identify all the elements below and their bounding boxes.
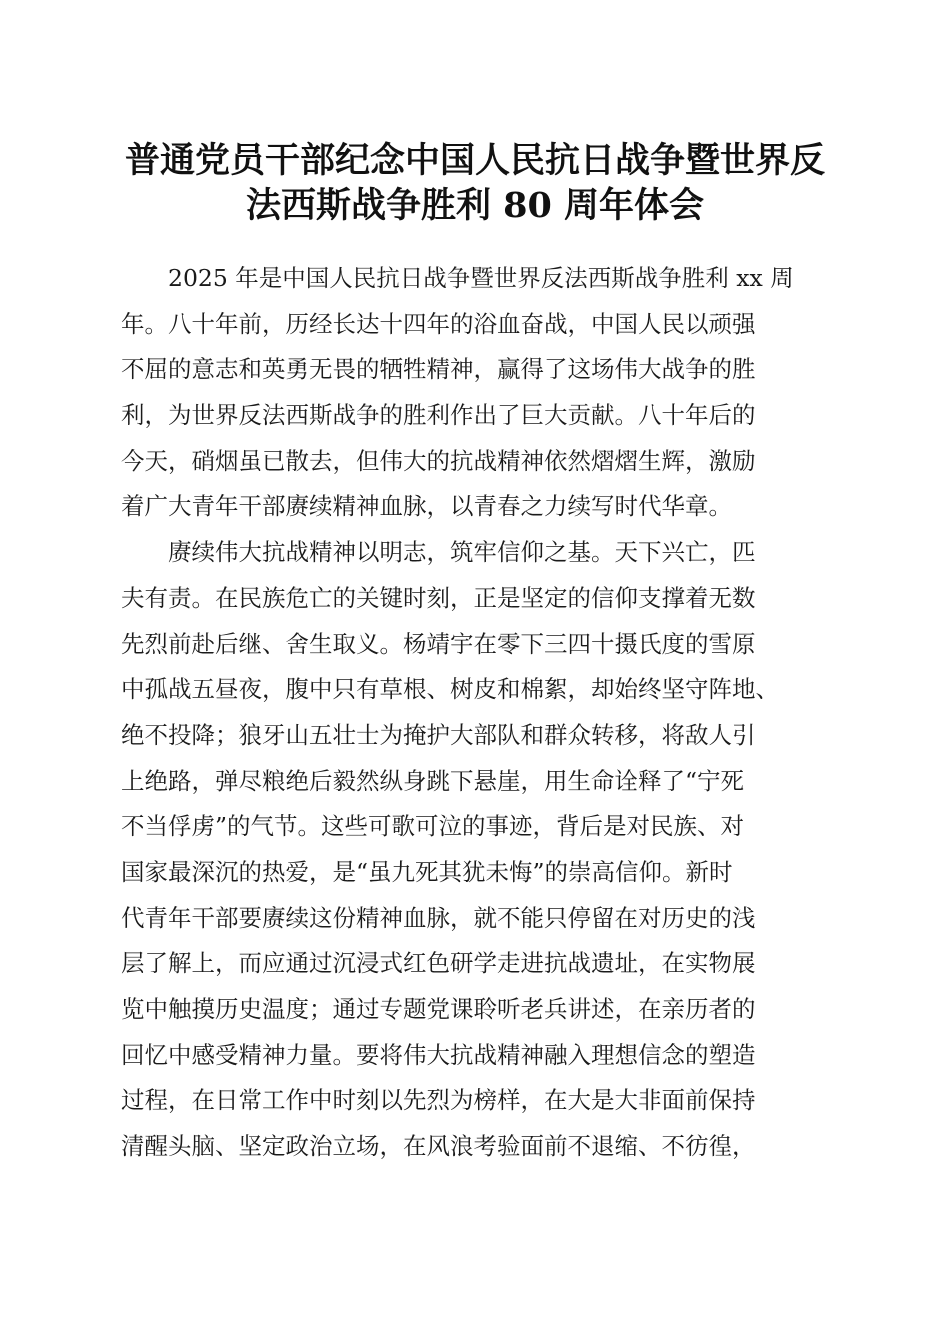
paragraph-line: 中孤战五昼夜，腹中只有草根、树皮和棉絮，却始终坚守阵地、 (121, 675, 779, 704)
paragraph-line: 2025 年是中国人民抗日战争暨世界反法西斯战争胜利 xx 周 (168, 264, 794, 292)
paragraph-line: 年。八十年前，历经长达十四年的浴血奋战，中国人民以顽强 (121, 309, 756, 338)
paragraph-line: 不当俘虏”的气节。这些可歌可泣的事迹，背后是对民族、对 (121, 812, 745, 841)
paragraph-line: 代青年干部要赓续这份精神血脉，就不能只停留在对历史的浅 (121, 903, 756, 932)
paragraph-line: 国家最深沉的热爱，是“虽九死其犹未悔”的崇高信仰。新时 (121, 857, 733, 886)
paragraph-line: 绝不投降；狼牙山五壮士为掩护大部队和群众转移，将敌人引 (121, 720, 756, 749)
paragraph-line: 层了解上，而应通过沉浸式红色研学走进抗战遗址，在实物展 (121, 949, 756, 978)
title-line-1: 普通党员干部纪念中国人民抗日战争暨世界反 (124, 140, 825, 181)
paragraph-line: 上绝路，弹尽粮绝后毅然纵身跳下悬崖，用生命诠释了“宁死 (121, 766, 745, 795)
paragraph-line: 过程，在日常工作中时刻以先烈为榜样，在大是大非面前保持 (121, 1086, 756, 1115)
title-line-2: 法西斯战争胜利 80 周年体会 (245, 185, 705, 226)
paragraph-line: 利，为世界反法西斯战争的胜利作出了巨大贡献。八十年后的 (121, 401, 756, 430)
document-title (100, 138, 850, 228)
paragraph-line: 赓续伟大抗战精神以明志，筑牢信仰之基。天下兴亡，匹 (168, 538, 756, 567)
document-body (121, 256, 831, 1170)
paragraph-line: 览中触摸历史温度；通过专题党课聆听老兵讲述，在亲历者的 (121, 995, 756, 1023)
paragraph-line: 着广大青年干部赓续精神血脉，以青春之力续写时代华章。 (121, 492, 732, 521)
paragraph-intro (121, 256, 831, 530)
paragraph-line: 不屈的意志和英勇无畏的牺牲精神，赢得了这场伟大战争的胜 (121, 355, 756, 384)
paragraph-line: 今天，硝烟虽已散去，但伟大的抗战精神依然熠熠生辉，激励 (121, 446, 756, 475)
paragraph-line: 夫有责。在民族危亡的关键时刻，正是坚定的信仰支撑着无数 (121, 583, 756, 612)
paragraph-line: 清醒头脑、坚定政治立场，在风浪考验面前不退缩、不彷徨， (121, 1132, 756, 1161)
paragraph-line: 回忆中感受精神力量。要将伟大抗战精神融入理想信念的塑造 (121, 1040, 756, 1069)
paragraph-faith (121, 530, 831, 1170)
paragraph-line: 先烈前赴后继、舍生取义。杨靖宇在零下三四十摄氏度的雪原 (121, 629, 756, 658)
